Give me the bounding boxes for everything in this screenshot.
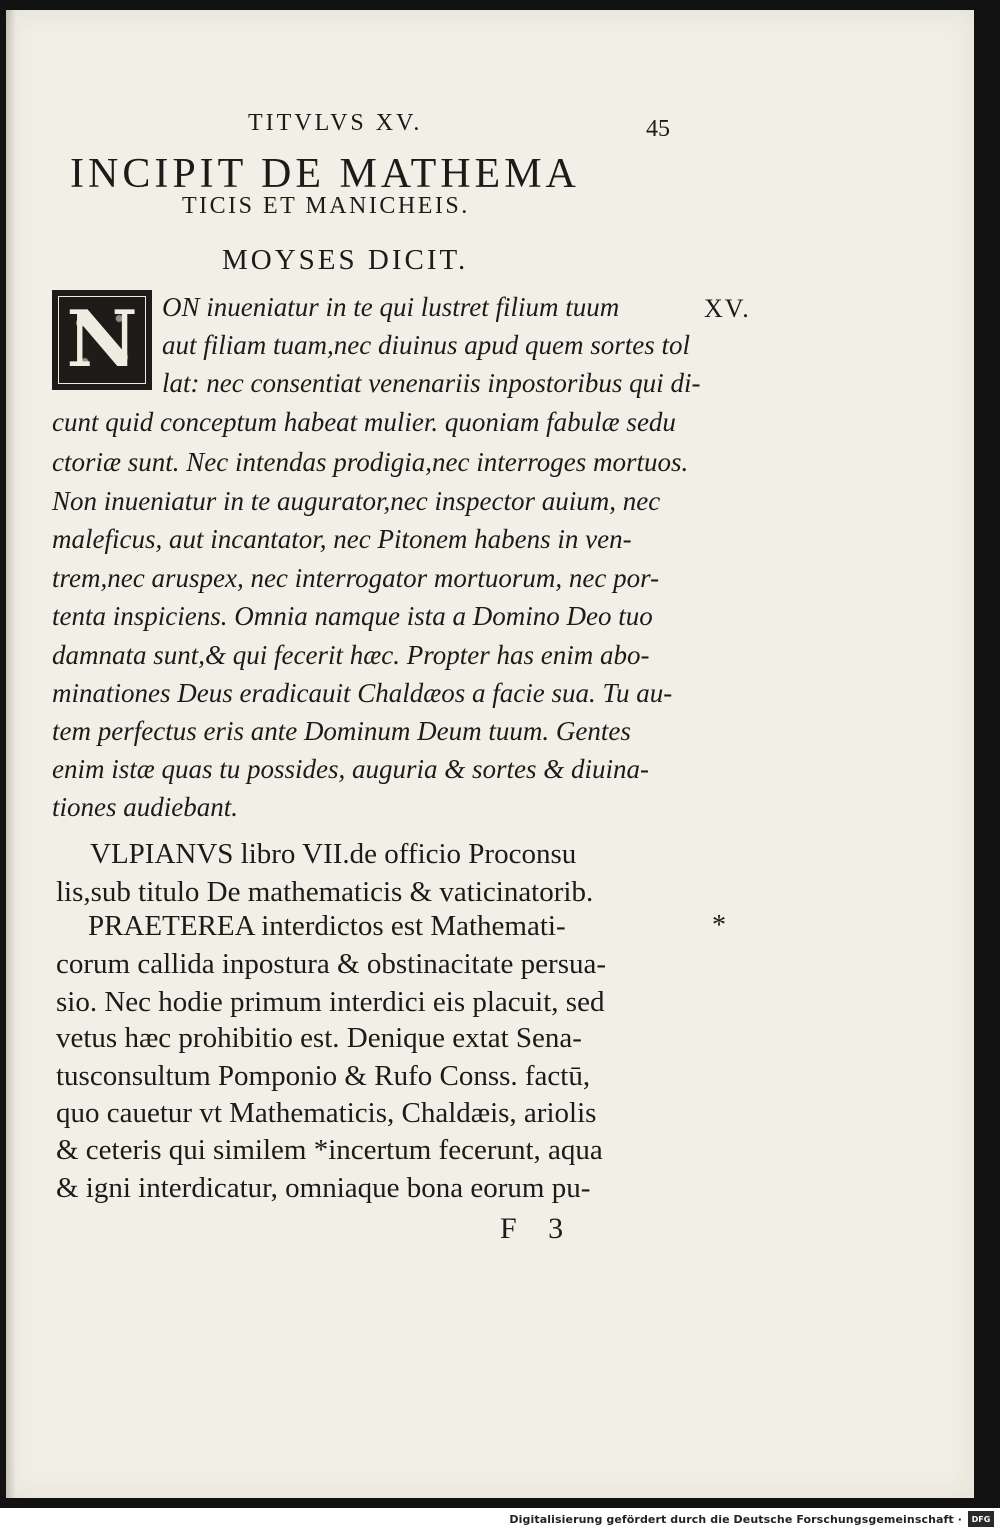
margin-note-chapter: XV.	[704, 294, 751, 323]
drop-cap-initial	[52, 290, 152, 390]
chapter-title-line-1: INCIPIT DE MATHEMA	[70, 151, 580, 197]
dfg-logo-icon: DFG	[968, 1511, 994, 1527]
roman-line: sio. Nec hodie primum interdici eis placuit, sed	[56, 986, 605, 1018]
roman-line: & ceteris qui similem *incertum fecerunt, aqua	[56, 1134, 603, 1166]
italic-line: ON inueniatur in te qui lustret filium tuum	[162, 292, 620, 322]
roman-line: VLPIANVS libro VII.de officio Proconsu	[90, 838, 577, 870]
roman-line: & igni interdicatur, omniaque bona eorum pu-	[56, 1172, 591, 1204]
roman-line: quo cauetur vt Mathematicis, Chaldæis, ariolis	[56, 1097, 597, 1129]
roman-line: tusconsultum Pomponio & Rufo Conss. factū,	[56, 1060, 591, 1092]
italic-line: lat: nec consentiat venenariis inpostoribus qui di-	[162, 368, 701, 398]
italic-line: aut filiam tuam,nec diuinus apud quem sortes tol	[162, 330, 690, 360]
italic-line: trem,nec aruspex, nec interrogator mortuorum, nec por-	[52, 563, 660, 593]
margin-note-asterisk: *	[712, 910, 726, 941]
italic-line: tiones audiebant.	[52, 792, 238, 822]
italic-line: minationes Deus eradicauit Chaldæos a facie sua. Tu au-	[52, 678, 673, 708]
italic-line: maleficus, aut incantator, nec Pitonem habens in ven-	[52, 524, 632, 554]
drop-cap-letter: N	[66, 294, 138, 385]
italic-line: tem perfectus eris ante Dominum Deum tuum. Gentes	[52, 716, 631, 746]
italic-line: tenta inspiciens. Omnia namque ista a Domino Deo tuo	[52, 601, 653, 631]
italic-line: cunt quid conceptum habeat mulier. quoniam fabulæ sedu	[52, 407, 676, 437]
italic-line: damnata sunt,& qui fecerit hæc. Propter has enim abo-	[52, 640, 650, 670]
italic-line: enim istæ quas tu possides, auguria & sortes & diuina-	[52, 754, 650, 784]
roman-line: PRAETEREA interdictos est Mathemati-	[88, 910, 566, 942]
section-heading: MOYSES DICIT.	[222, 244, 469, 276]
drop-cap-ornament	[58, 296, 146, 384]
roman-line: lis,sub titulo De mathematicis & vaticinatorib.	[56, 876, 594, 908]
footer-credit-text: Digitalisierung gefördert durch die Deutsche Forschungsgemeinschaft ·	[509, 1513, 962, 1526]
digitization-footer	[0, 1508, 1000, 1532]
signature-mark: F 3	[500, 1212, 576, 1245]
running-title: TITVLVS XV.	[248, 110, 423, 136]
roman-line: corum callida inpostura & obstinacitate persua-	[56, 948, 607, 980]
italic-line: Non inueniatur in te augurator,nec inspector auium, nec	[52, 486, 661, 516]
page-number: 45	[646, 116, 670, 142]
italic-line: ctoriæ sunt. Nec intendas prodigia,nec interroges mortuos.	[52, 447, 689, 477]
roman-line: vetus hæc prohibitio est. Denique extat Sena-	[56, 1022, 582, 1054]
chapter-title-line-2: TICIS ET MANICHEIS.	[182, 193, 470, 219]
